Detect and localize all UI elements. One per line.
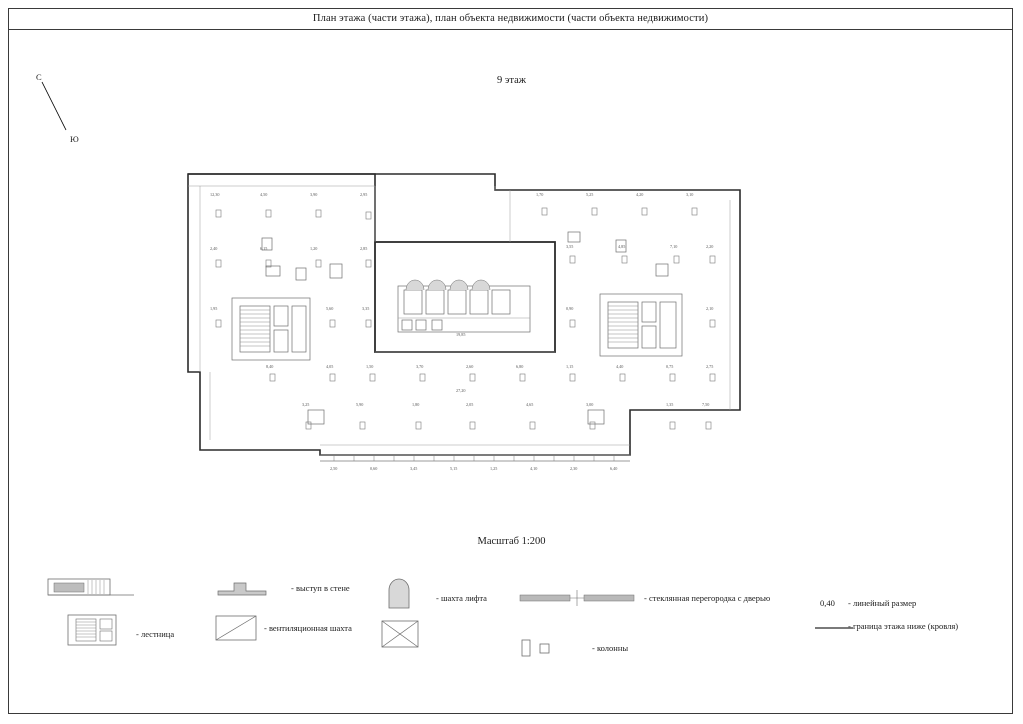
legend-label-floor-boundary: - граница этажа ниже (кровля) xyxy=(848,621,959,631)
svg-text:19,85: 19,85 xyxy=(456,332,466,337)
svg-text:7,50: 7,50 xyxy=(702,402,710,407)
svg-text:1,50: 1,50 xyxy=(366,364,374,369)
svg-text:3,10: 3,10 xyxy=(686,192,694,197)
legend-symbol-elevator-shaft xyxy=(384,577,418,611)
svg-text:4,65: 4,65 xyxy=(526,402,534,407)
legend-sample-linear-dimension: 0,40 xyxy=(820,598,835,608)
floor-plan-drawing xyxy=(170,160,770,480)
svg-text:0,90: 0,90 xyxy=(566,306,574,311)
page-title: План этажа (части этажа), план объекта недвижимости (части объекта недвижимости) xyxy=(312,13,709,24)
svg-text:4,20: 4,20 xyxy=(636,192,644,197)
svg-text:3,00: 3,00 xyxy=(586,402,594,407)
legend-symbol-elevator-shaft-crossed xyxy=(380,619,420,649)
svg-text:5,90: 5,90 xyxy=(356,402,364,407)
legend-symbol-wall-ledge xyxy=(216,577,268,599)
svg-text:4,10: 4,10 xyxy=(530,466,538,471)
legend-label-linear-dimension: - линейный размер xyxy=(848,598,917,608)
svg-text:1,25: 1,25 xyxy=(490,466,498,471)
svg-text:12,30: 12,30 xyxy=(210,192,220,197)
svg-text:4,50: 4,50 xyxy=(260,192,268,197)
svg-text:2,40: 2,40 xyxy=(210,246,218,251)
legend-label-glass-partition: - стеклянная перегородка с дверью xyxy=(644,593,771,603)
svg-text:5,60: 5,60 xyxy=(326,306,334,311)
svg-text:4,40: 4,40 xyxy=(616,364,624,369)
svg-text:1,80: 1,80 xyxy=(412,402,420,407)
svg-text:3,55: 3,55 xyxy=(566,244,574,249)
svg-text:1,20: 1,20 xyxy=(310,246,318,251)
scale-label-text: Масштаб 1:200 xyxy=(477,536,546,547)
svg-text:4,85: 4,85 xyxy=(618,244,626,249)
legend-label-elevator-shaft: - шахта лифта xyxy=(436,593,487,603)
svg-text:8,40: 8,40 xyxy=(266,364,274,369)
svg-text:5,25: 5,25 xyxy=(586,192,594,197)
floor-label-text: 9 этаж xyxy=(496,75,526,86)
svg-text:2,75: 2,75 xyxy=(706,364,714,369)
svg-text:2,85: 2,85 xyxy=(360,246,368,251)
svg-text:5,15: 5,15 xyxy=(450,466,458,471)
svg-text:6,40: 6,40 xyxy=(610,466,618,471)
svg-text:1,15: 1,15 xyxy=(566,364,574,369)
svg-text:27,20: 27,20 xyxy=(456,388,466,393)
svg-text:1,95: 1,95 xyxy=(210,306,218,311)
svg-text:3,70: 3,70 xyxy=(416,364,424,369)
legend-symbol-stairs-plan xyxy=(64,613,122,647)
compass-south-label: Ю xyxy=(70,134,79,144)
svg-text:2,30: 2,30 xyxy=(570,466,578,471)
svg-text:2,95: 2,95 xyxy=(360,192,368,197)
svg-text:2,10: 2,10 xyxy=(706,306,714,311)
svg-text:1,70: 1,70 xyxy=(536,192,544,197)
svg-text:6,80: 6,80 xyxy=(516,364,524,369)
legend-label-columns: - колонны xyxy=(592,643,629,653)
svg-text:2,20: 2,20 xyxy=(706,244,714,249)
legend-label-stairs: - лестница xyxy=(136,629,175,639)
svg-text:2,05: 2,05 xyxy=(466,402,474,407)
svg-text:6,15: 6,15 xyxy=(260,246,268,251)
svg-text:4,05: 4,05 xyxy=(326,364,334,369)
svg-text:1,35: 1,35 xyxy=(666,402,674,407)
legend-symbol-stairs xyxy=(46,575,136,601)
north-arrow xyxy=(36,72,96,152)
svg-text:7,10: 7,10 xyxy=(670,244,678,249)
svg-text:3,25: 3,25 xyxy=(302,402,310,407)
sheet-title-bar xyxy=(8,8,1013,30)
svg-text:2,60: 2,60 xyxy=(466,364,474,369)
svg-text:3,90: 3,90 xyxy=(310,192,318,197)
svg-text:2,50: 2,50 xyxy=(330,466,338,471)
svg-text:0,75: 0,75 xyxy=(666,364,674,369)
svg-text:0,60: 0,60 xyxy=(370,466,378,471)
legend-symbol-glass-partition xyxy=(518,589,638,607)
svg-text:3,45: 3,45 xyxy=(410,466,418,471)
legend-label-wall-ledge: - выступ в стене xyxy=(291,583,350,593)
compass-north-label: С xyxy=(36,72,42,82)
floor-label xyxy=(0,75,1023,86)
svg-text:3,35: 3,35 xyxy=(362,306,370,311)
legend xyxy=(36,565,996,675)
scale-label xyxy=(0,536,1023,547)
legend-symbol-columns xyxy=(520,637,560,659)
legend-symbol-ventilation-shaft xyxy=(214,613,260,643)
legend-label-ventilation-shaft: - вентиляционная шахта xyxy=(264,623,352,633)
